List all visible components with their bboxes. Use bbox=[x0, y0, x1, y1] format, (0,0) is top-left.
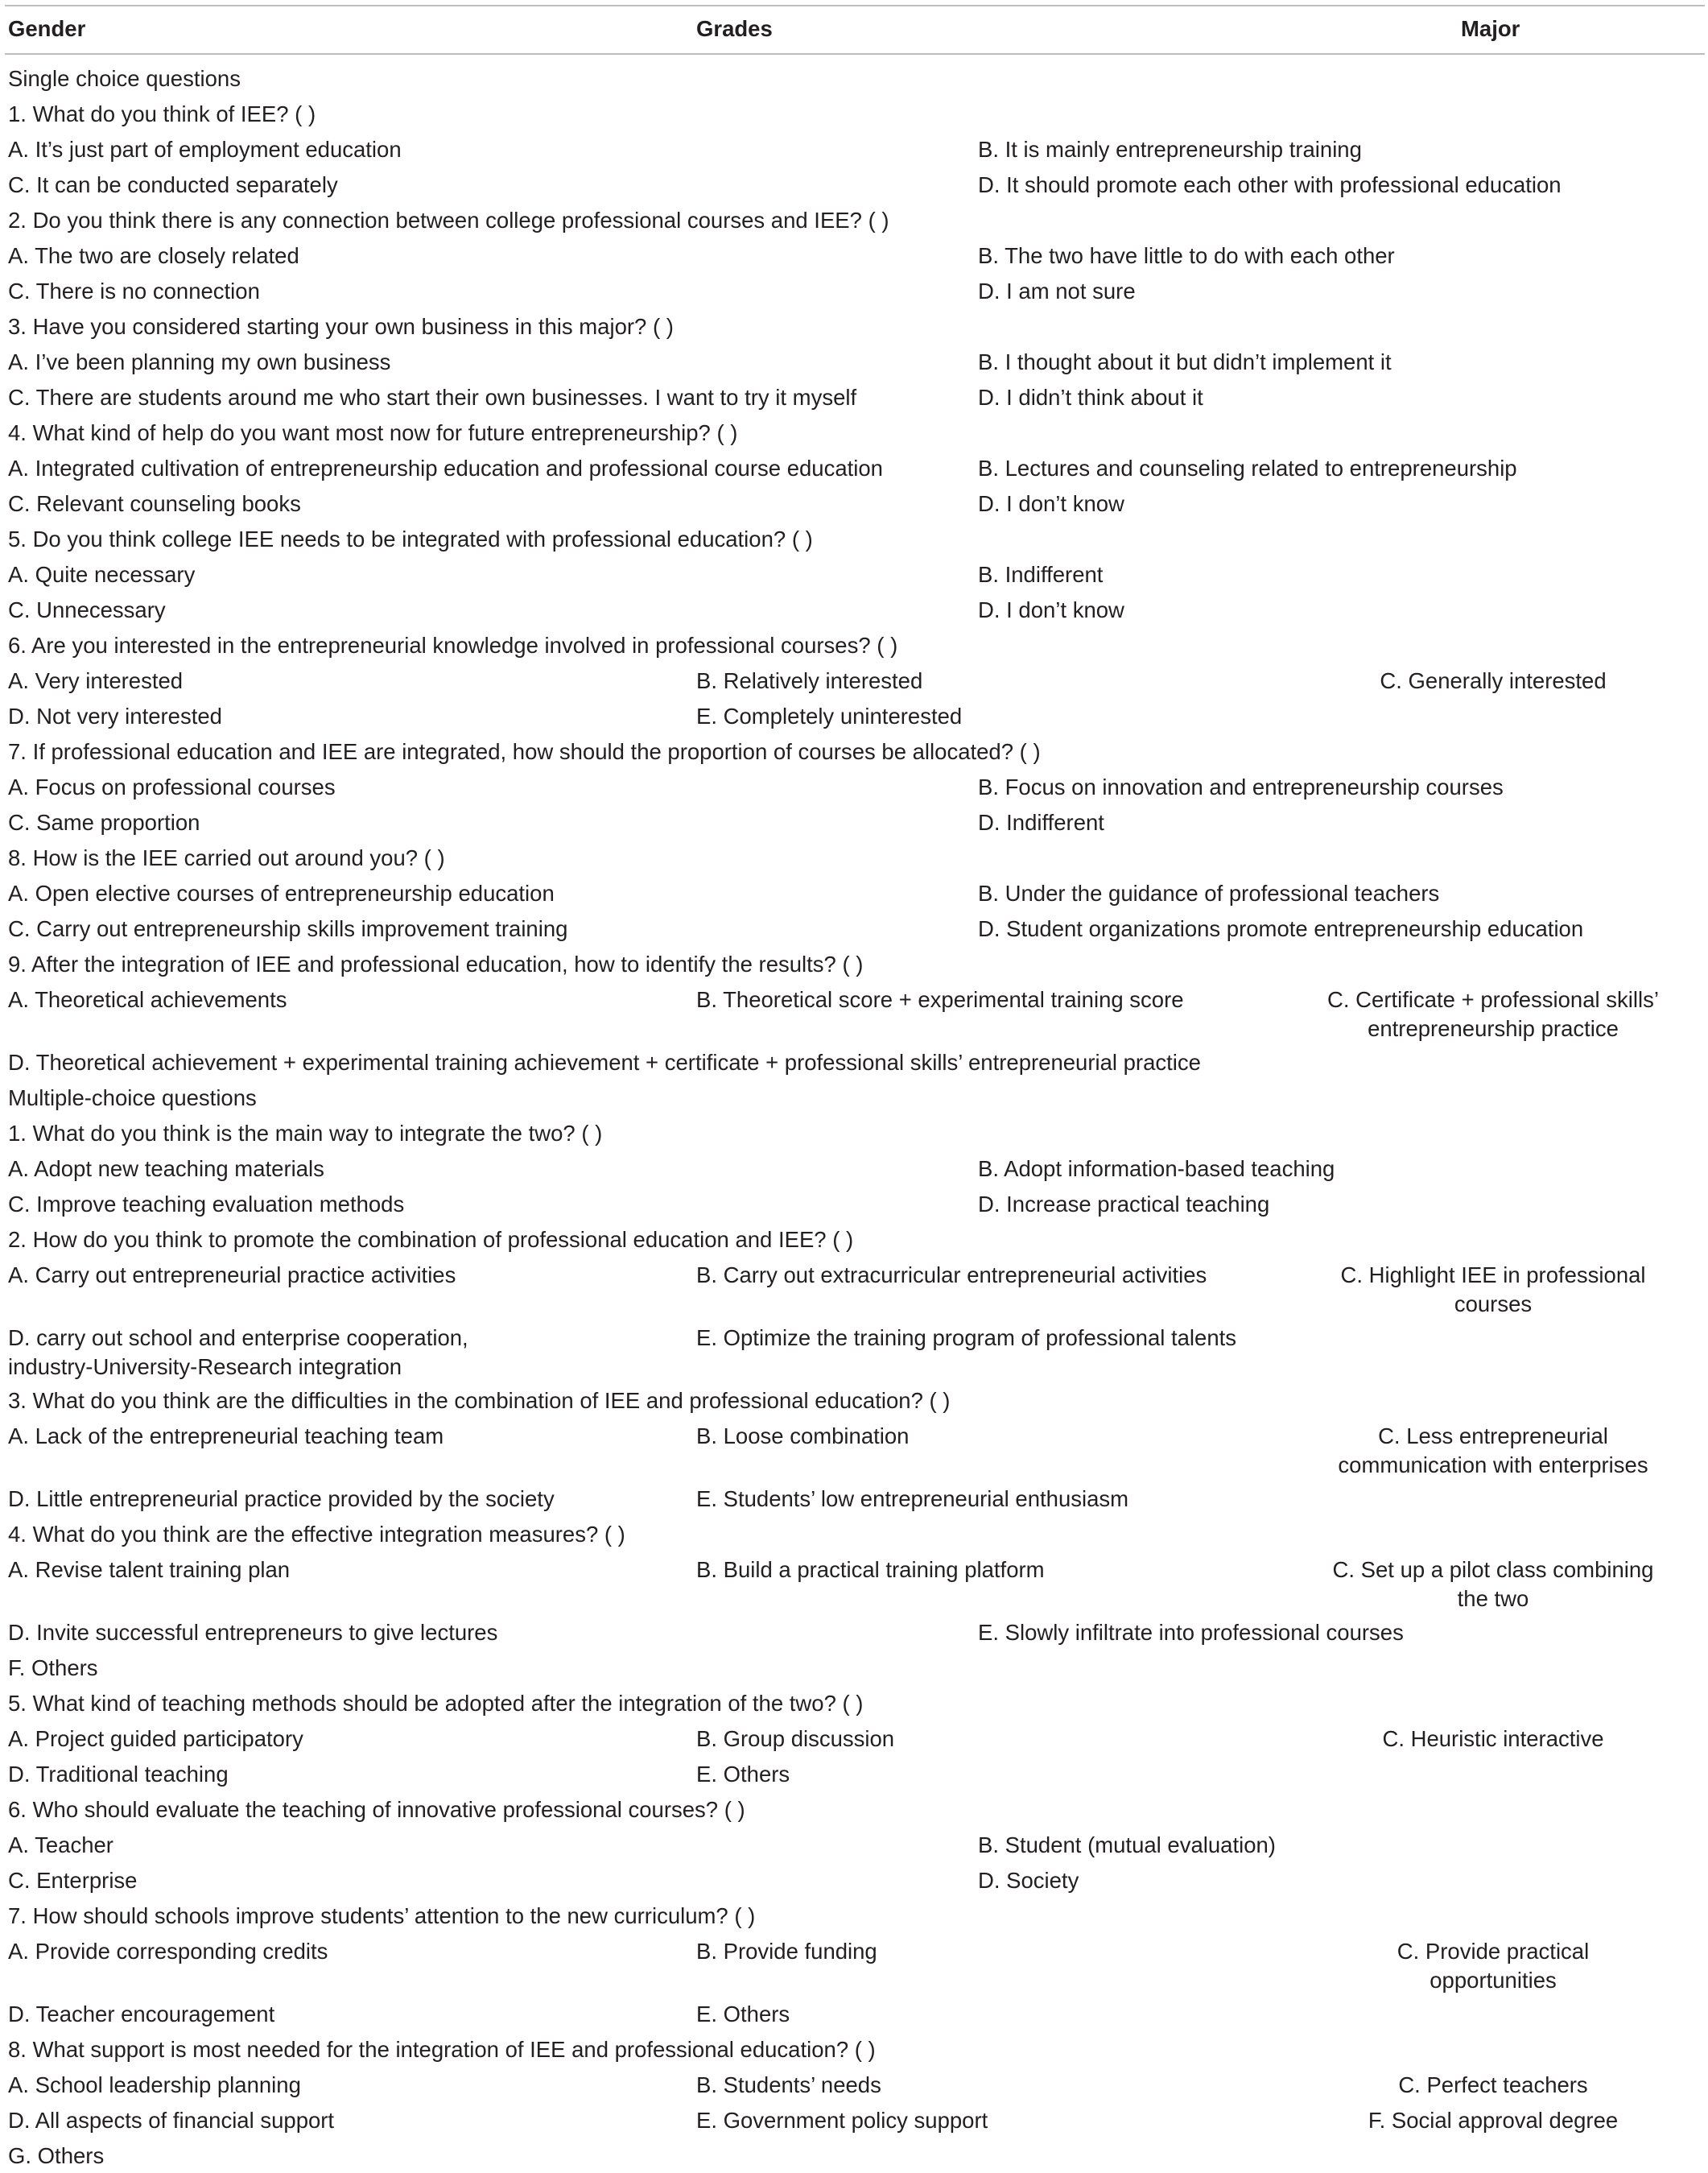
option: D. Society bbox=[978, 1868, 1079, 1893]
option: C. Certificate + professional skills’ entrepreneurship practice bbox=[1327, 987, 1659, 1041]
option: B. Theoretical score + experimental training score bbox=[696, 987, 1184, 1012]
question: 3. Have you considered starting your own business in this major? ( ) bbox=[8, 314, 674, 339]
option: B. Group discussion bbox=[696, 1726, 895, 1751]
option: C. Unnecessary bbox=[8, 597, 166, 622]
option: A. Carry out entrepreneurial practice activities bbox=[8, 1262, 456, 1287]
header-grades: Grades bbox=[696, 16, 773, 41]
question: 6. Are you interested in the entrepreneurial knowledge involved in professional courses? ( ) bbox=[8, 633, 898, 658]
header-rule bbox=[5, 53, 1705, 55]
option: E. Government policy support bbox=[696, 2108, 988, 2133]
option: C. Relevant counseling books bbox=[8, 491, 301, 516]
option: D. Invite successful entrepreneurs to give lectures bbox=[8, 1620, 498, 1645]
option: F. Others bbox=[8, 1655, 98, 1680]
option: B. Adopt information-based teaching bbox=[978, 1156, 1335, 1181]
option: D. Teacher encouragement bbox=[8, 2002, 275, 2026]
option: E. Others bbox=[696, 1762, 790, 1787]
option: B. It is mainly entrepreneurship training bbox=[978, 137, 1362, 162]
option: A. Adopt new teaching materials bbox=[8, 1156, 324, 1181]
section-title-single: Single choice questions bbox=[8, 66, 241, 91]
option: A. I’ve been planning my own business bbox=[8, 349, 391, 374]
question: 2. How do you think to promote the combination of professional education and IEE? ( ) bbox=[8, 1227, 854, 1252]
question: 7. How should schools improve students’ attention to the new curriculum? ( ) bbox=[8, 1903, 756, 1928]
option: E. Others bbox=[696, 2002, 790, 2026]
option: B. Relatively interested bbox=[696, 668, 923, 693]
option: B. The two have little to do with each other bbox=[978, 243, 1395, 268]
table-top-rule bbox=[5, 5, 1705, 6]
option: D. Indifferent bbox=[978, 810, 1104, 835]
option: D. I didn’t think about it bbox=[978, 385, 1203, 410]
option: C. Same proportion bbox=[8, 810, 200, 835]
option: A. The two are closely related bbox=[8, 243, 299, 268]
option: A. Integrated cultivation of entrepreneurship education and professional course education bbox=[8, 456, 883, 481]
option: B. Focus on innovation and entrepreneurship courses bbox=[978, 775, 1504, 799]
option: D. It should promote each other with professional education bbox=[978, 172, 1562, 197]
option: F. Social approval degree bbox=[1368, 2108, 1619, 2133]
question: 1. What do you think of IEE? ( ) bbox=[8, 101, 316, 126]
option: B. Provide funding bbox=[696, 1939, 877, 1964]
option: A. Revise talent training plan bbox=[8, 1557, 291, 1582]
question: 1. What do you think is the main way to integrate the two? ( ) bbox=[8, 1121, 603, 1146]
option: D. Increase practical teaching bbox=[978, 1192, 1270, 1217]
option: C. Highlight IEE in professional courses bbox=[1340, 1262, 1646, 1316]
option: C. Provide practical opportunities bbox=[1397, 1939, 1590, 1993]
question: 4. What do you think are the effective integration measures? ( ) bbox=[8, 1522, 625, 1547]
option: A. Provide corresponding credits bbox=[8, 1939, 328, 1964]
section-title-multiple: Multiple-choice questions bbox=[8, 1085, 257, 1110]
option: B. Under the guidance of professional teachers bbox=[978, 881, 1440, 906]
option: E. Students’ low entrepreneurial enthusiasm bbox=[696, 1486, 1129, 1511]
option: D. I don’t know bbox=[978, 491, 1124, 516]
option: C. There is no connection bbox=[8, 279, 260, 304]
option: C. Generally interested bbox=[1380, 668, 1607, 693]
option: B. I thought about it but didn’t implement it bbox=[978, 349, 1392, 374]
option: A. Open elective courses of entrepreneurship education bbox=[8, 881, 555, 906]
option: C. Perfect teachers bbox=[1398, 2072, 1588, 2097]
option: D. Theoretical achievement + experimental training achievement + certificate + professional skills’ entrepreneurial practice bbox=[8, 1050, 1201, 1075]
option: A. School leadership planning bbox=[8, 2072, 301, 2097]
option: B. Loose combination bbox=[696, 1423, 910, 1448]
question: 7. If professional education and IEE are integrated, how should the proportion of courses be allocated? ( ) bbox=[8, 739, 1041, 764]
option: A. Very interested bbox=[8, 668, 184, 693]
question: 8. What support is most needed for the integration of IEE and professional education? ( ) bbox=[8, 2037, 876, 2062]
option: C. Carry out entrepreneurship skills improvement training bbox=[8, 916, 568, 941]
option: C. Less entrepreneurial communication with enterprises bbox=[1338, 1423, 1648, 1477]
option: D. I am not sure bbox=[978, 279, 1136, 304]
option: A. Theoretical achievements bbox=[8, 987, 287, 1012]
header-major: Major bbox=[1461, 16, 1520, 41]
option: B. Carry out extracurricular entrepreneurial activities bbox=[696, 1262, 1207, 1287]
option: A. Lack of the entrepreneurial teaching team bbox=[8, 1423, 444, 1448]
option: C. Enterprise bbox=[8, 1868, 138, 1893]
option: B. Indifferent bbox=[978, 562, 1104, 587]
option: E. Optimize the training program of professional talents bbox=[696, 1325, 1237, 1350]
question: 3. What do you think are the difficulties in the combination of IEE and professional education? ( ) bbox=[8, 1388, 951, 1413]
option: A. It’s just part of employment education bbox=[8, 137, 402, 162]
option: A. Focus on professional courses bbox=[8, 775, 336, 799]
option: D. carry out school and enterprise cooperation, industry-University-Research integration bbox=[8, 1325, 468, 1379]
question: 8. How is the IEE carried out around you? ( ) bbox=[8, 845, 445, 870]
question: 2. Do you think there is any connection between college professional courses and IEE? ( ) bbox=[8, 208, 889, 233]
option: E. Slowly infiltrate into professional courses bbox=[978, 1620, 1404, 1645]
option: G. Others bbox=[8, 2143, 105, 2168]
option: B. Students’ needs bbox=[696, 2072, 881, 2097]
question: 5. Do you think college IEE needs to be integrated with professional education? ( ) bbox=[8, 527, 813, 552]
option: B. Student (mutual evaluation) bbox=[978, 1832, 1276, 1857]
option: C. There are students around me who start their own businesses. I want to try it myself bbox=[8, 385, 857, 410]
option: C. Set up a pilot class combining the two bbox=[1332, 1557, 1654, 1611]
option: D. Little entrepreneurial practice provided by the society bbox=[8, 1486, 555, 1511]
header-gender: Gender bbox=[8, 16, 86, 41]
option: D. I don’t know bbox=[978, 597, 1124, 622]
option: C. Improve teaching evaluation methods bbox=[8, 1192, 405, 1217]
option: A. Teacher bbox=[8, 1832, 113, 1857]
option: D. Student organizations promote entrepreneurship education bbox=[978, 916, 1584, 941]
option: E. Completely uninterested bbox=[696, 704, 963, 729]
question: 5. What kind of teaching methods should be adopted after the integration of the two? ( ) bbox=[8, 1691, 864, 1716]
question: 9. After the integration of IEE and professional education, how to identify the results? ( ) bbox=[8, 952, 864, 977]
option: D. Traditional teaching bbox=[8, 1762, 229, 1787]
option: D. All aspects of financial support bbox=[8, 2108, 335, 2133]
option: B. Lectures and counseling related to entrepreneurship bbox=[978, 456, 1517, 481]
option: B. Build a practical training platform bbox=[696, 1557, 1045, 1582]
question: 4. What kind of help do you want most now for future entrepreneurship? ( ) bbox=[8, 420, 738, 445]
option: C. It can be conducted separately bbox=[8, 172, 338, 197]
option: A. Project guided participatory bbox=[8, 1726, 303, 1751]
question: 6. Who should evaluate the teaching of innovative professional courses? ( ) bbox=[8, 1797, 745, 1822]
option: A. Quite necessary bbox=[8, 562, 196, 587]
option: C. Heuristic interactive bbox=[1382, 1726, 1604, 1751]
option: D. Not very interested bbox=[8, 704, 222, 729]
